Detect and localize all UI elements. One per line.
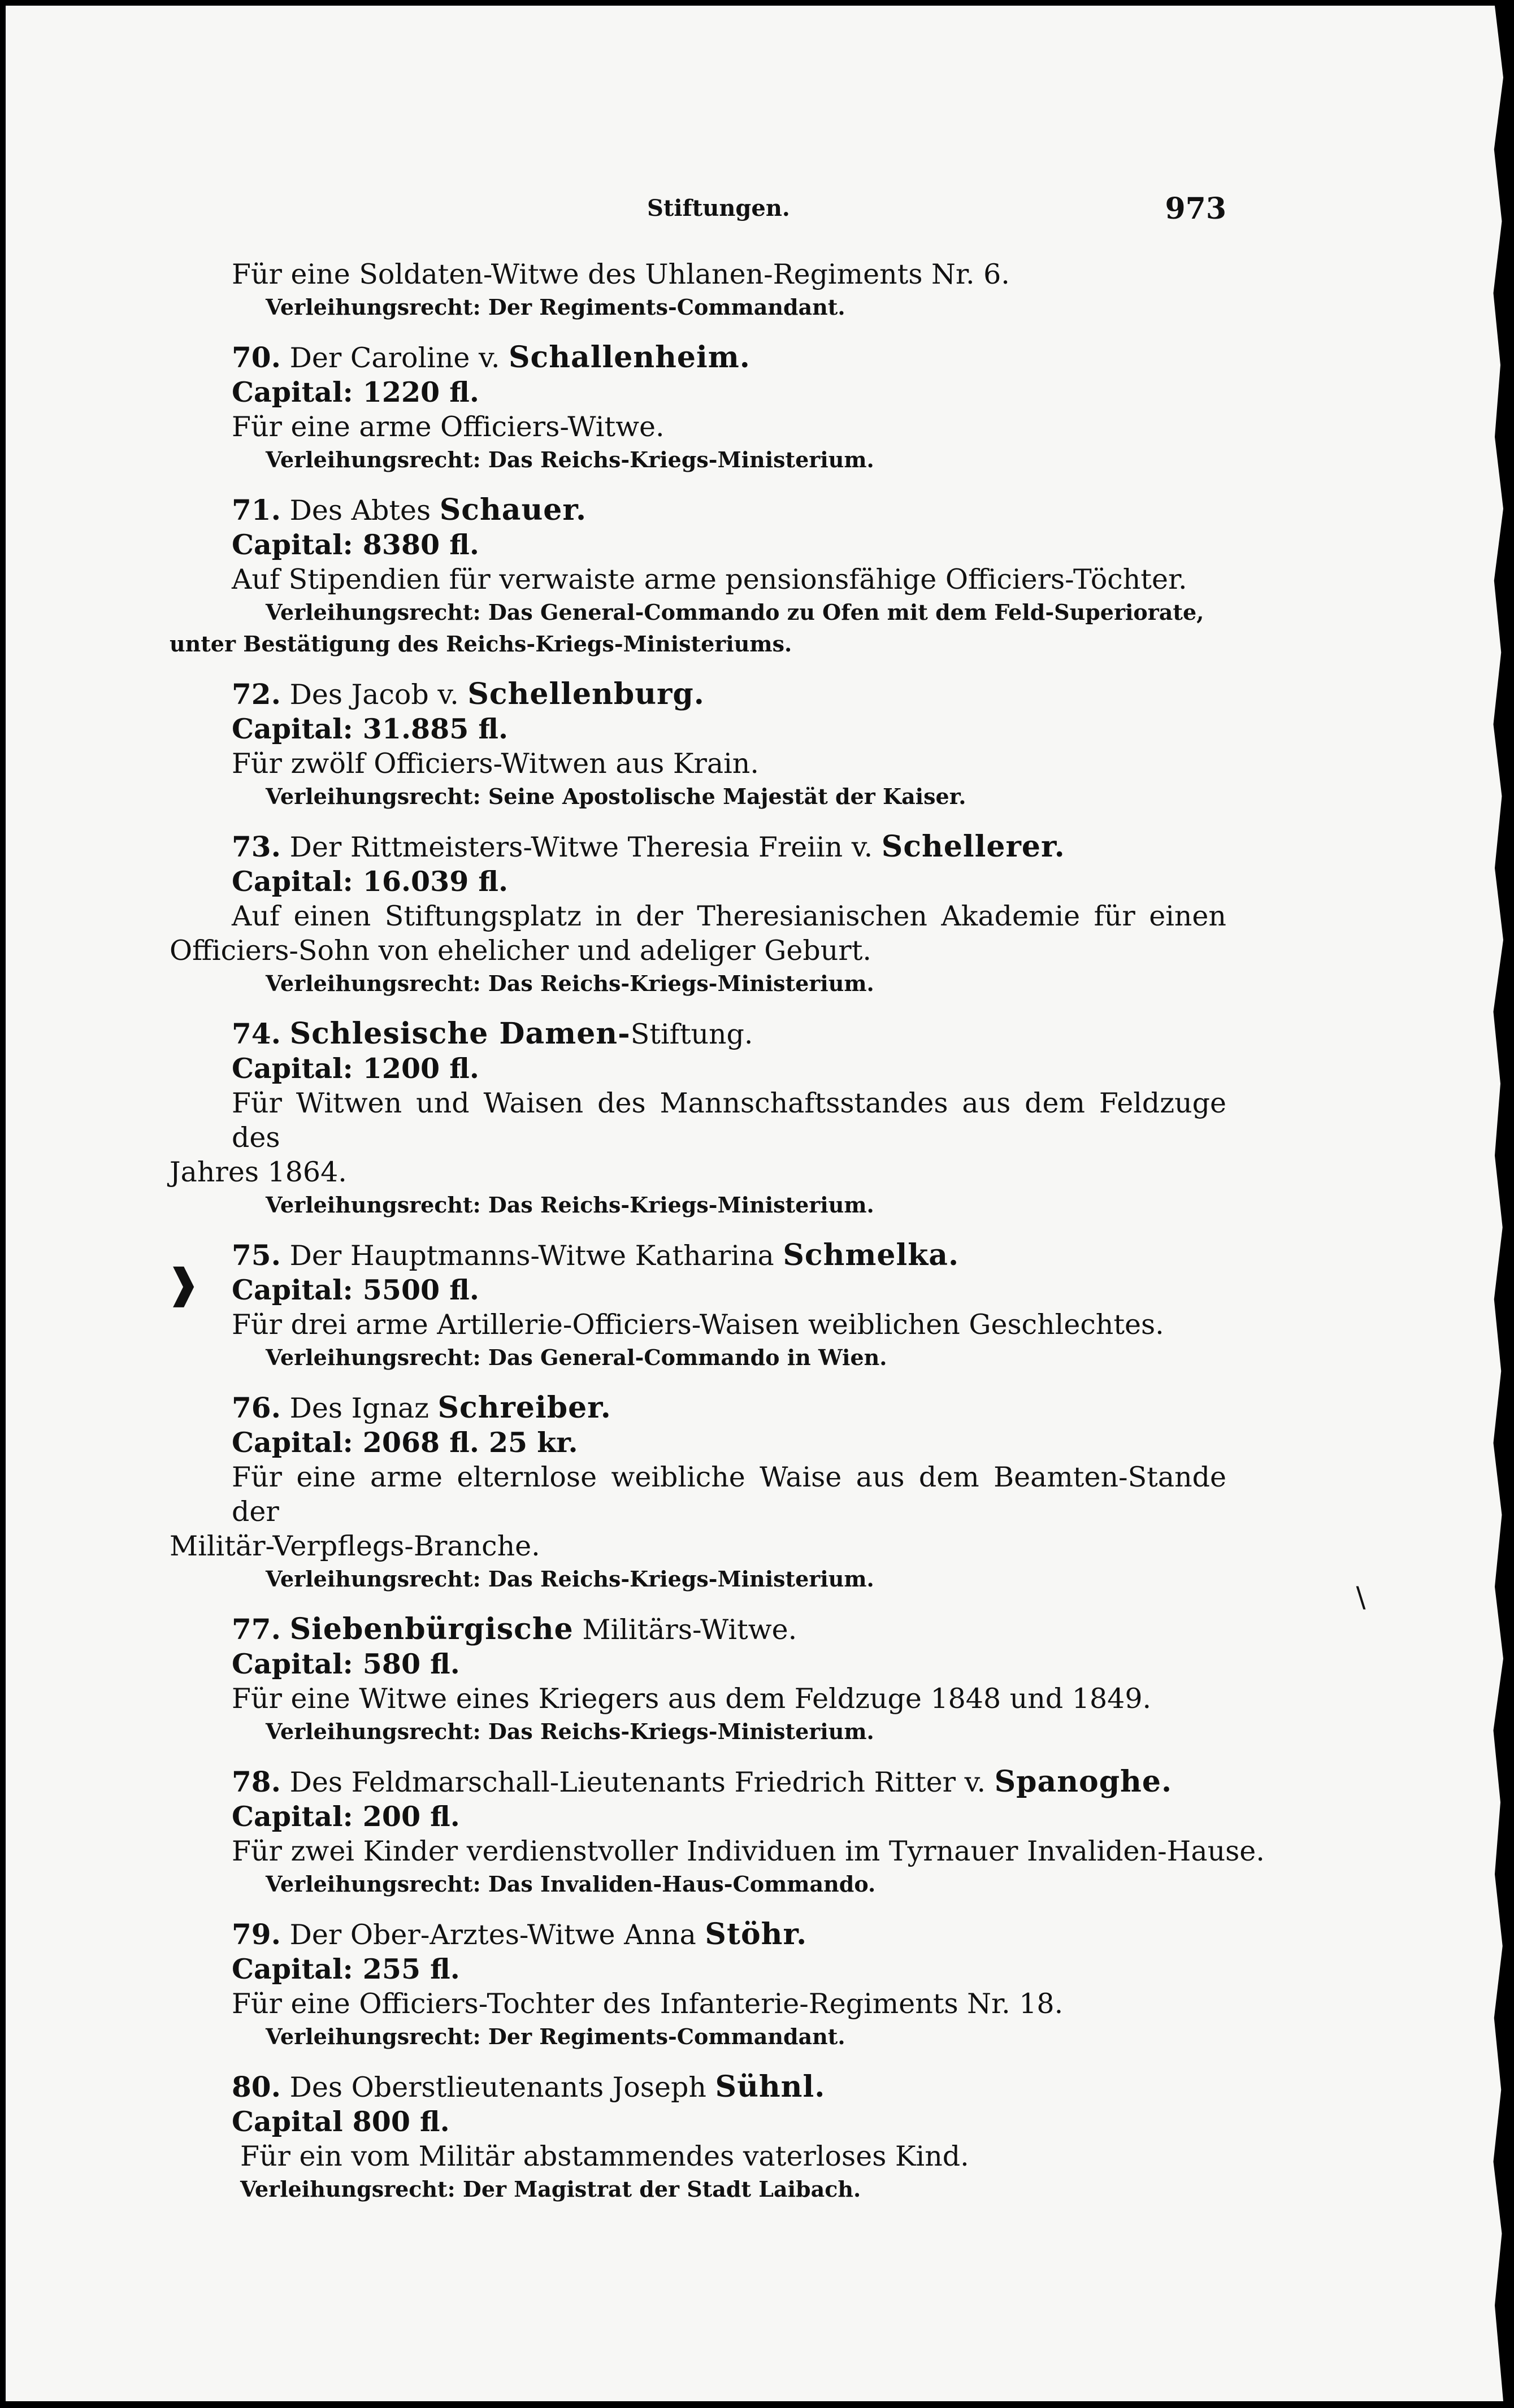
entry-desc: Für Witwen und Waisen des Mannschaftsstandes aus dem Feldzuge des — [232, 1087, 1226, 1154]
entry-capital: Capital: 1200 fl. — [232, 1052, 479, 1085]
page-header — [170, 192, 1226, 240]
entry-80 — [170, 2070, 1226, 2205]
entry-number: 77. — [232, 1612, 281, 1646]
entry-capital: Capital: 16.039 fl. — [232, 865, 509, 898]
entry-name: Siebenbürgische — [289, 1612, 574, 1646]
entry-desc: Für eine Officiers-Tochter des Infanterie-Regiments Nr. 18. — [232, 1988, 1064, 2020]
entry-right: Verleihungsrecht: Das Invaliden-Haus-Commando. — [266, 1871, 876, 1897]
entry-pre: Der Rittmeisters-Witwe Theresia Freiin v. — [289, 831, 873, 863]
entry-capital: Capital: 2068 fl. 25 kr. — [232, 1426, 578, 1459]
entry-capital: Capital: 255 fl. — [232, 1953, 460, 1985]
entry-desc-cont: Jahres 1864. — [170, 1156, 347, 1188]
entry-pre: Des Abtes — [289, 494, 431, 527]
entry-pre: Der Ober-Arztes-Witwe Anna — [289, 1919, 696, 1951]
entry-name: Stöhr. — [705, 1917, 808, 1951]
entry-title — [170, 340, 1226, 375]
entry-75 — [170, 1238, 1226, 1373]
entry-79 — [170, 1917, 1226, 2053]
entry-desc: Für zwei Kinder verdienstvoller Individuen im Tyrnauer Invaliden-Hause. — [232, 1835, 1265, 1867]
entry-73 — [170, 829, 1226, 999]
page-edge — [1489, 6, 1503, 2401]
entry-title — [170, 2070, 1226, 2105]
entry-right: Verleihungsrecht: Der Regiments-Commandant. — [266, 2024, 845, 2049]
entry-pre: Des Feldmarschall-Lieutenants Friedrich Ritter v. — [289, 1766, 986, 1798]
entry-number: 76. — [232, 1391, 281, 1424]
entry-title — [170, 1612, 1226, 1647]
entry-71 — [170, 493, 1226, 660]
entry-name: Spanoghe. — [994, 1764, 1173, 1799]
entry-desc: Für zwölf Officiers-Witwen aus Krain. — [232, 747, 759, 780]
entry-pre: Des Jacob v. — [289, 679, 459, 711]
entry-capital: Capital: 31.885 fl. — [232, 712, 509, 745]
entry-right-cont: unter Bestätigung des Reichs-Kriegs-Ministeriums. — [170, 631, 792, 657]
entry-post: Stiftung. — [630, 1018, 753, 1050]
entry-name: Schlesische Damen- — [289, 1016, 631, 1051]
entry-desc: Auf Stipendien für verwaiste arme pensionsfähige Officiers-Töchter. — [232, 563, 1187, 596]
entries-list — [170, 257, 1265, 2222]
entry-title — [170, 493, 1226, 528]
entry-capital: Capital 800 fl. — [232, 2105, 450, 2138]
entry-right: Verleihungsrecht: Seine Apostolische Majestät der Kaiser. — [266, 784, 966, 809]
entry-title — [170, 1917, 1226, 1952]
entry-number: 73. — [232, 830, 281, 863]
entry-post: Militärs-Witwe. — [582, 1614, 797, 1646]
entry-number: 72. — [232, 677, 281, 711]
entry-desc-cont: Militär-Verpflegs-Branche. — [170, 1530, 540, 1562]
entry-title — [170, 1016, 1226, 1051]
entry-name: Schellerer. — [881, 829, 1065, 864]
entry-right: Verleihungsrecht: Das Reichs-Kriegs-Ministerium. — [266, 1566, 874, 1592]
entry-right: Verleihungsrecht: Das General-Commando zu Ofen mit dem Feld-Superiorate, — [266, 599, 1204, 625]
entry-name: Schmelka. — [783, 1238, 960, 1272]
entry-title — [170, 1238, 1226, 1273]
entry-pre: Der Hauptmanns-Witwe Katharina — [289, 1240, 774, 1272]
entry-72 — [170, 677, 1226, 812]
entry-name: Schellenburg. — [467, 677, 705, 711]
entry-desc: Für ein vom Militär abstammendes vaterloses Kind. — [240, 2140, 969, 2172]
entry-right: Verleihungsrecht: Das Reichs-Kriegs-Ministerium. — [266, 447, 874, 472]
entry-74 — [170, 1016, 1226, 1221]
entry-desc: Für eine arme Officiers-Witwe. — [232, 411, 665, 443]
entry-70 — [170, 340, 1226, 476]
entry-desc-cont: Officiers-Sohn von ehelicher und adeliger Geburt. — [170, 934, 871, 967]
entry-number: 80. — [232, 2070, 281, 2103]
entry-name: Schauer. — [439, 493, 587, 527]
entry-69-continuation — [170, 257, 1226, 323]
entry-capital: Capital: 8380 fl. — [232, 528, 479, 561]
entry-desc: Für eine arme elternlose weibliche Waise aus dem Beamten-Stande der — [232, 1461, 1226, 1528]
entry-name: Sühnl. — [715, 2070, 826, 2104]
entry-name: Schreiber. — [437, 1390, 611, 1425]
entry-capital: Capital: 1220 fl. — [232, 376, 479, 408]
entry-capital: Capital: 200 fl. — [232, 1800, 460, 1833]
entry-number: 78. — [232, 1765, 281, 1798]
entry-right: Verleihungsrecht: Der Regiments-Commandant. — [266, 294, 845, 320]
entry-capital: Capital: 580 fl. — [232, 1648, 460, 1680]
entry-78 — [170, 1764, 1265, 1900]
entry-right: Verleihungsrecht: Der Magistrat der Stadt Laibach. — [240, 2176, 861, 2202]
entry-pre: Des Ignaz — [289, 1392, 429, 1424]
entry-number: 75. — [232, 1238, 281, 1272]
entry-number: 79. — [232, 1918, 281, 1951]
entry-capital: Capital: 5500 fl. — [232, 1273, 479, 1306]
entry-number: 70. — [232, 341, 281, 374]
running-title: Stiftungen. — [647, 195, 790, 221]
entry-desc: Für eine Soldaten-Witwe des Uhlanen-Regiments Nr. 6. — [232, 258, 1010, 290]
ink-mark-left: ❱ — [167, 1260, 200, 1307]
entry-pre: Des Oberstlieutenants Joseph — [289, 2071, 706, 2103]
entry-76 — [170, 1390, 1226, 1595]
entry-right: Verleihungsrecht: Das Reichs-Kriegs-Ministerium. — [266, 1719, 874, 1744]
entry-77 — [170, 1612, 1226, 1748]
page-number: 973 — [1165, 192, 1226, 226]
entry-title — [170, 677, 1226, 712]
entry-desc: Auf einen Stiftungsplatz in der Theresianischen Akademie für einen — [232, 900, 1226, 932]
entry-right: Verleihungsrecht: Das Reichs-Kriegs-Ministerium. — [266, 971, 874, 996]
entry-title — [170, 1390, 1226, 1425]
entry-desc: Für drei arme Artillerie-Officiers-Waisen weiblichen Geschlechtes. — [232, 1309, 1164, 1341]
entry-right: Verleihungsrecht: Das Reichs-Kriegs-Ministerium. — [266, 1192, 874, 1218]
entry-right: Verleihungsrecht: Das General-Commando in Wien. — [266, 1345, 887, 1370]
entry-name: Schallenheim. — [509, 340, 751, 375]
entry-title — [170, 829, 1226, 864]
entry-number: 71. — [232, 493, 281, 527]
entry-pre: Der Caroline v. — [289, 342, 500, 374]
entry-title — [170, 1764, 1226, 1800]
entry-desc: Für eine Witwe eines Kriegers aus dem Feldzuge 1848 und 1849. — [232, 1683, 1152, 1715]
entry-number: 74. — [232, 1017, 281, 1050]
ink-mark-right: ∖ — [1351, 1582, 1369, 1615]
